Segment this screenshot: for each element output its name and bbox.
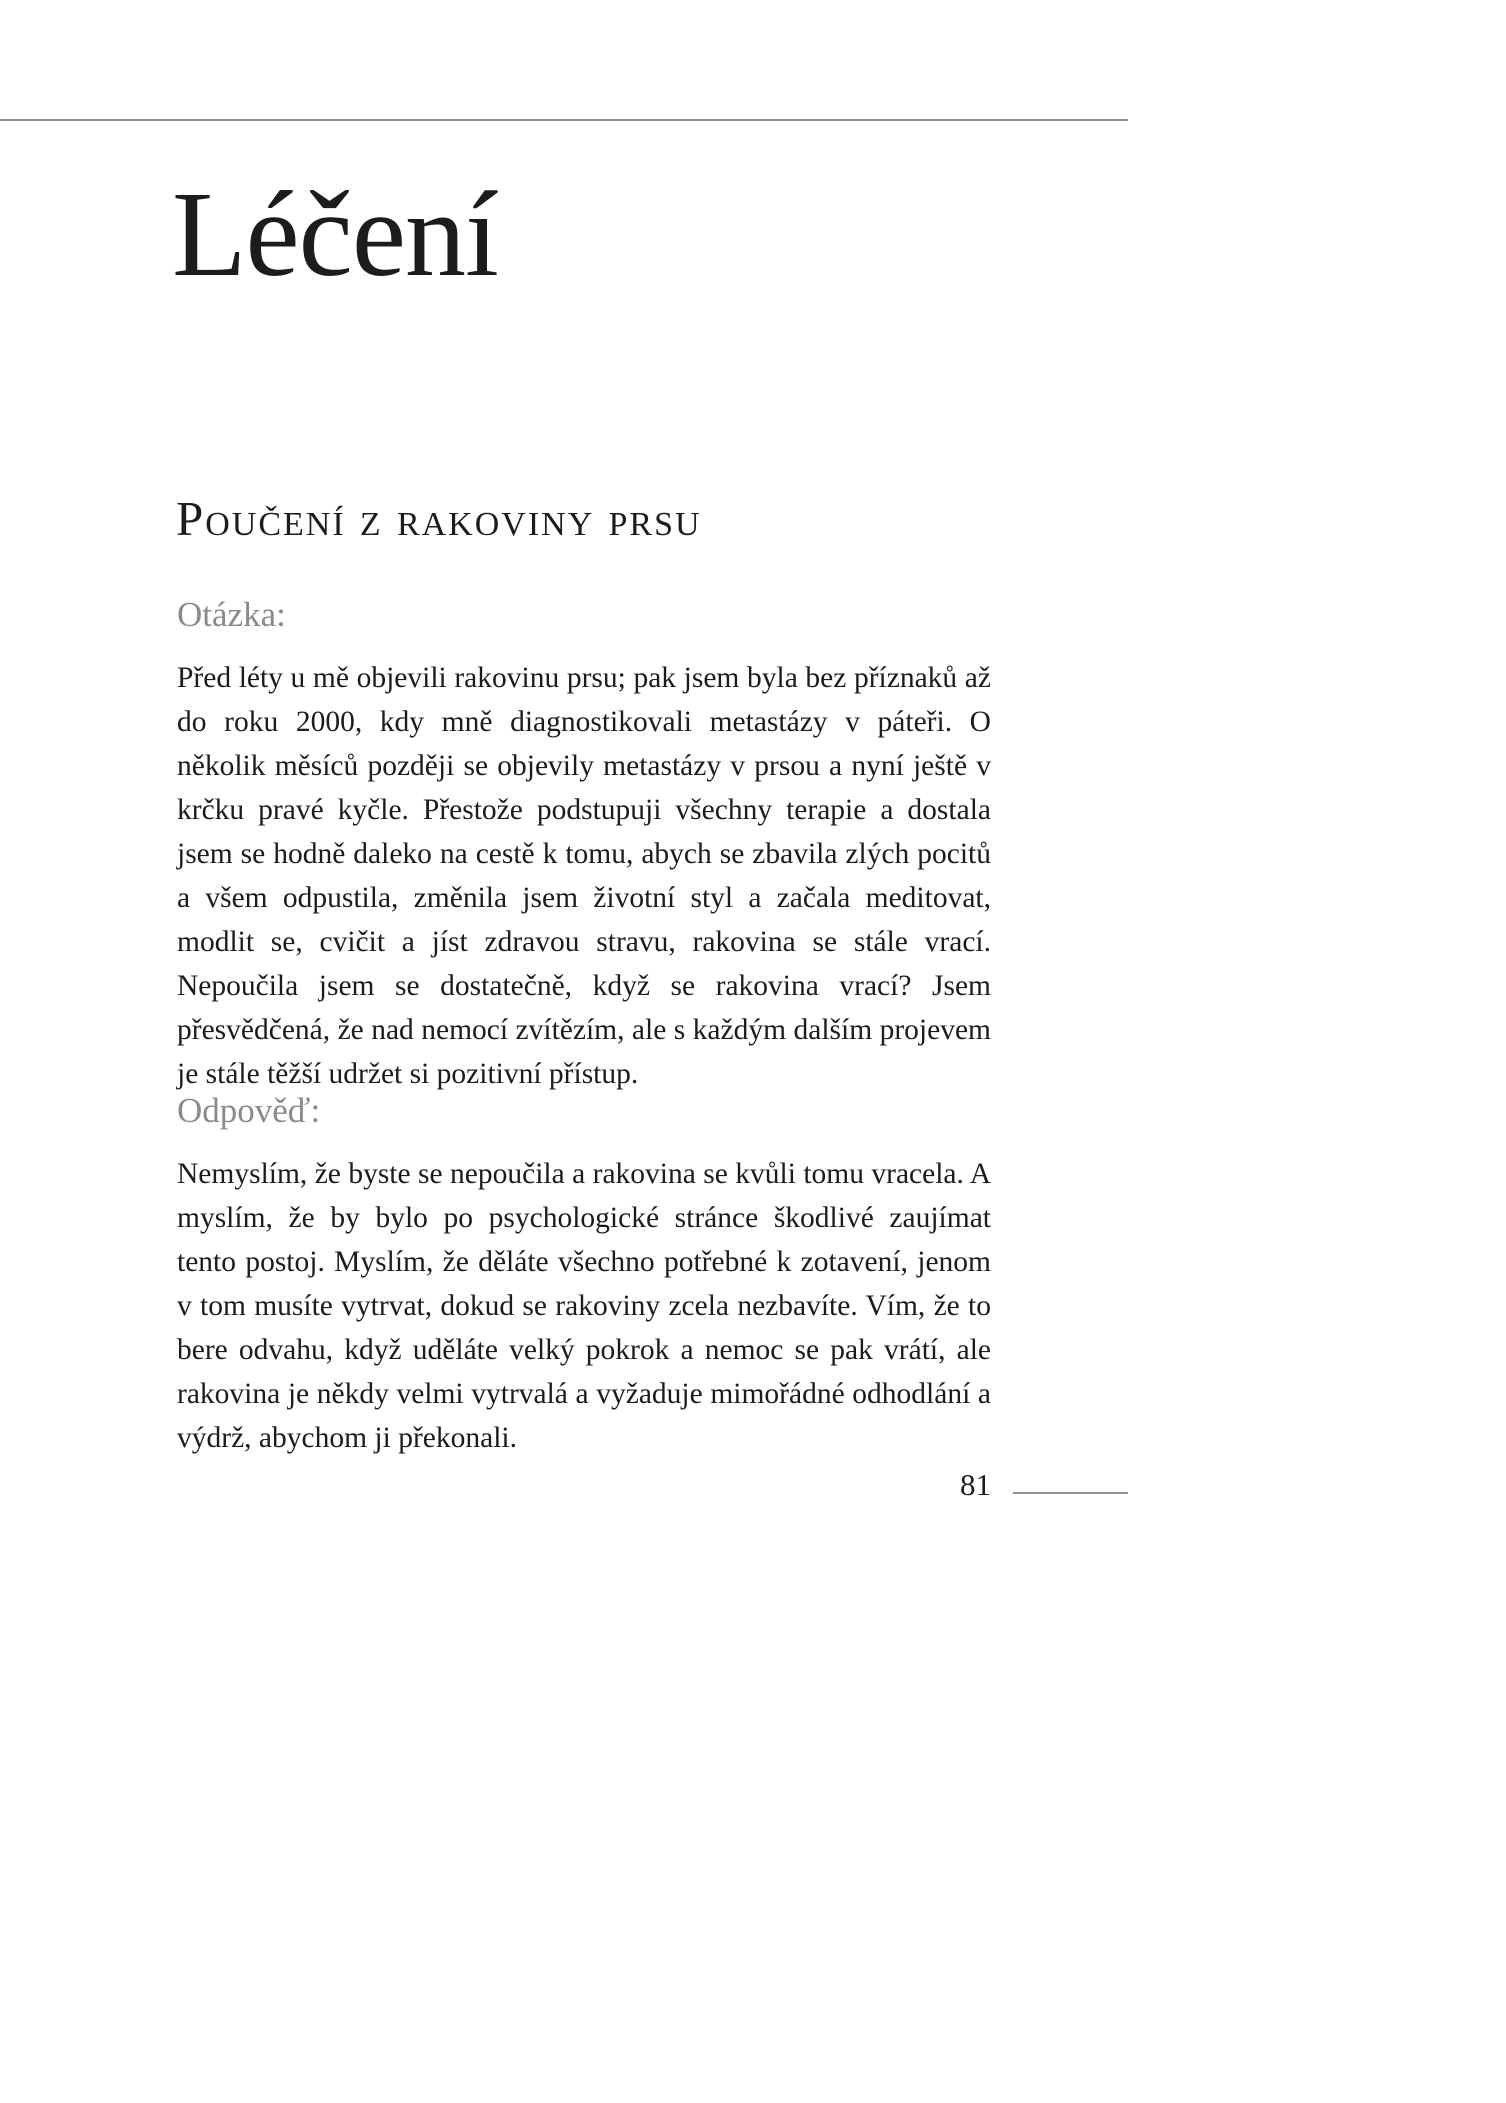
chapter-title: Léčení [172,167,498,302]
answer-label: Odpověď: [177,1091,321,1130]
section-heading: Poučení z rakoviny prsu [176,491,702,546]
question-paragraph: Před léty u mě objevili rakovinu prsu; pak jsem byla bez příznaků až do roku 2000, kdy mně diagnostikovali metastázy v páteři. O několik měsíců později se objevily metastázy v prsou a nyní ještě v krčku pravé kyčle. Přestože podstupuji všechny terapie a dostala jsem se hodně daleko na cestě k tomu, abych se zbavila zlých pocitů a všem odpustila, změnila jsem životní styl a začala meditovat, modlit se, cvičit a jíst zdravou stravu, rakovina se stále vrací. Nepoučila jsem se dostatečně, když se rakovina vrací? Jsem přesvědčená, že nad nemocí zvítězím, ale s každým dalším projevem je stále těžší udržet si pozitivní přístup. [177,662,991,1090]
footer-rule [1013,1492,1128,1494]
page-number: 81 [960,1467,991,1502]
question-label: Otázka: [177,595,286,634]
answer-paragraph: Nemyslím, že byste se nepoučila a rakovina se kvůli tomu vracela. A myslím, že by bylo po psychologické stránce škodlivé zaujímat tento postoj. Myslím, že děláte všechno potřebné k zotavení, jenom v tom musíte vytrvat, dokud se rakoviny zcela nezbavíte. Vím, že to bere odvahu, když uděláte velký pokrok a nemoc se pak vrátí, ale rakovina je někdy velmi vytrvalá a vyžaduje mimořádné odhodlání a výdrž, abychom ji překonali. [177,1158,991,1454]
header-rule [0,119,1128,121]
